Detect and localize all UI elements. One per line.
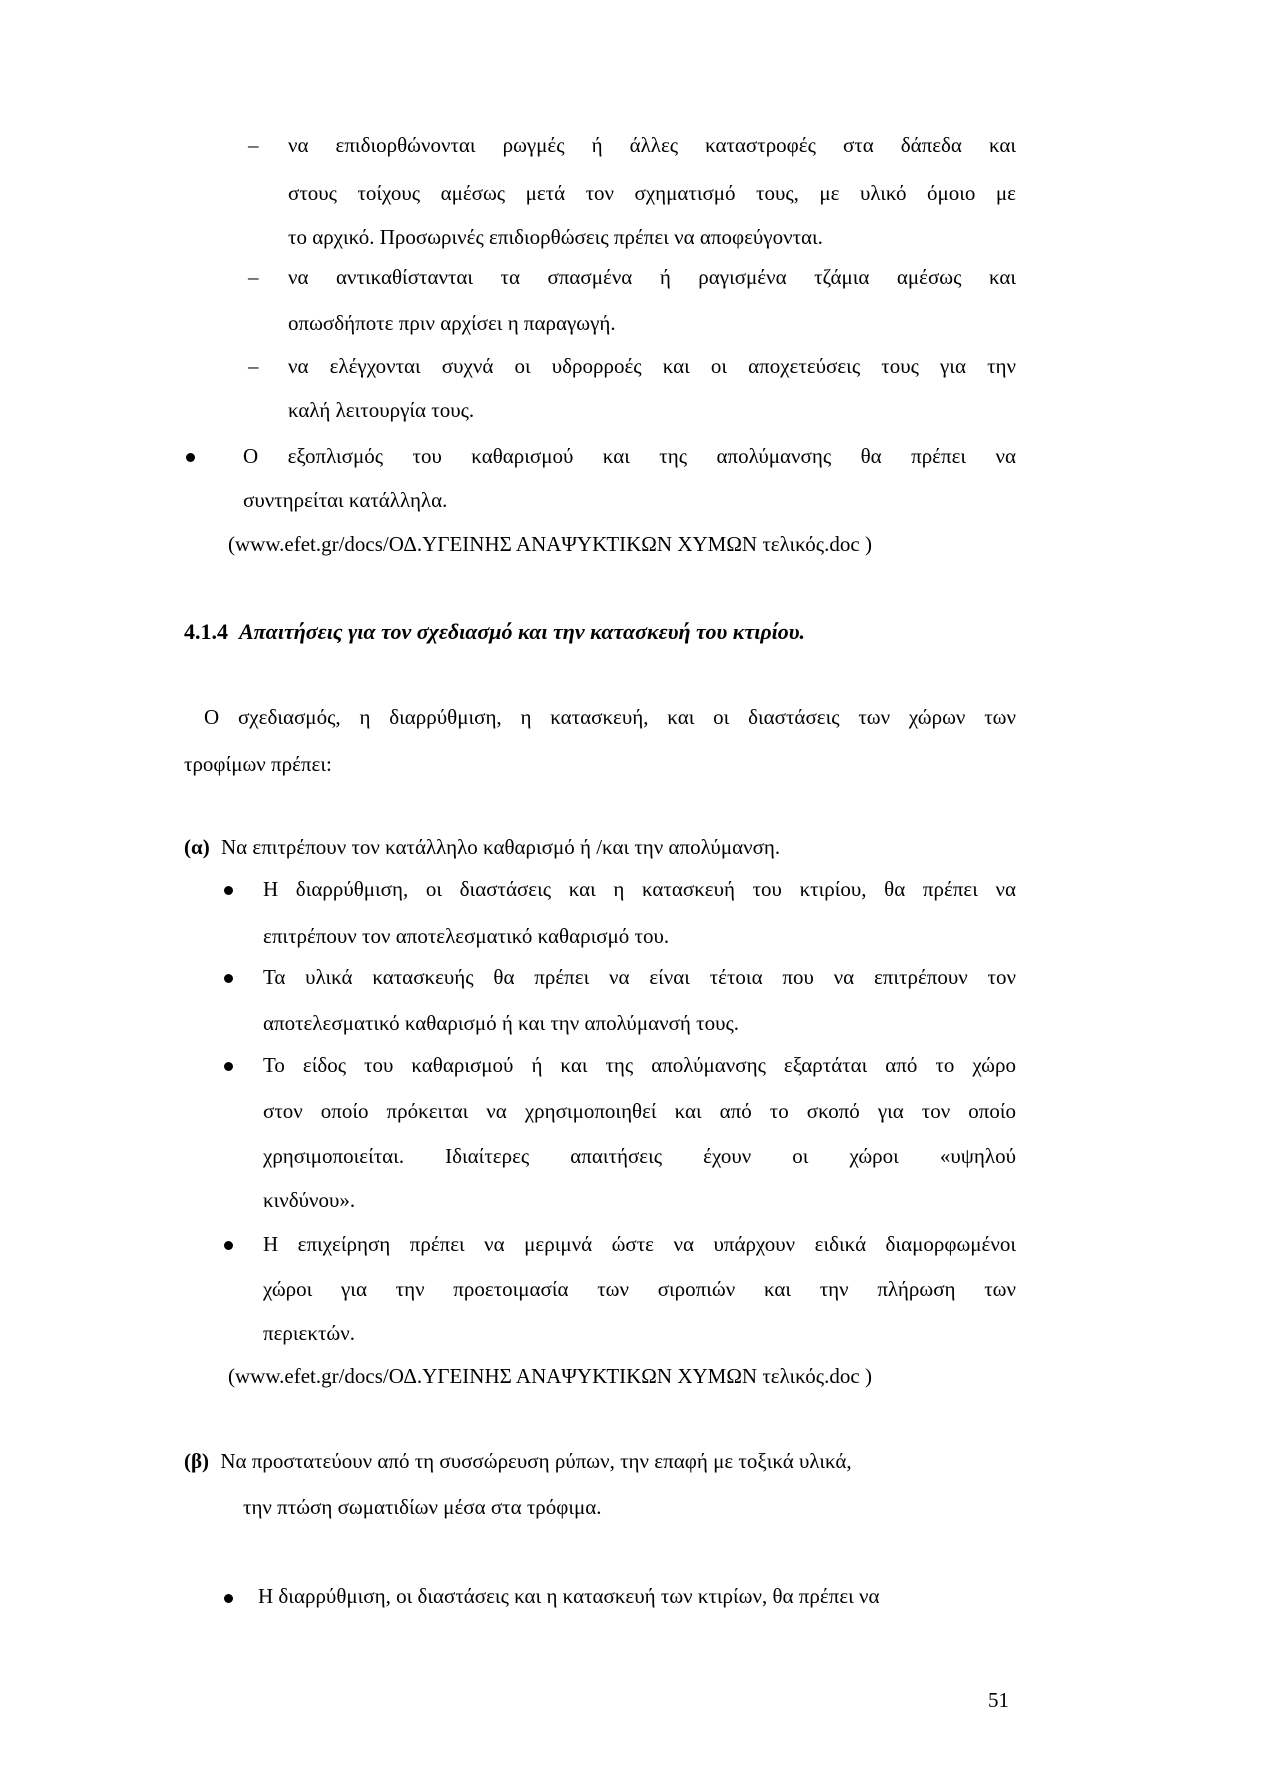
- section-heading: [184, 621, 805, 643]
- source-reference: (www.efet.gr/docs/ΟΔ.ΥΓΕΙΝΗΣ ΑΝΑΨΥΚΤΙΚΩΝ ΧΥΜΩΝ τελικός.doc ): [228, 532, 872, 556]
- bullet-a3-line-4: κινδύνου».: [263, 1188, 356, 1212]
- item-b-line-2: την πτώση σωματιδίων μέσα στα τρόφιμα.: [243, 1495, 602, 1519]
- bullet-a1-line-1: Η διαρρύθμιση, οι διαστάσεις και η κατασκευή του κτιρίου, θα πρέπει να: [263, 877, 1016, 901]
- item-b-text: Να προστατεύουν από τη συσσώρευση ρύπων, την επαφή με τοξικά υλικά,: [220, 1449, 852, 1473]
- bullet-dot: [224, 886, 233, 895]
- bullet-dot: [224, 974, 233, 983]
- bullet-a3-line-1: Το είδος του καθαρισμού ή και της απολύμανσης εξαρτάται από το χώρο: [263, 1053, 1016, 1077]
- item-a-text: Να επιτρέπουν τον κατάλληλο καθαρισμό ή /και την απολύμανση.: [220, 835, 781, 859]
- intro-line-1: Ο σχεδιασμός, η διαρρύθμιση, η κατασκευή, και οι διαστάσεις των χώρων των: [204, 705, 1016, 729]
- bullet-a3-line-2: στον οποίο πρόκειται να χρησιμοποιηθεί και από το σκοπό για τον οποίο: [263, 1099, 1016, 1123]
- dash-item-2-line-2: οπωσδήποτε πριν αρχίσει η παραγωγή.: [288, 311, 616, 335]
- section-title: Απαιτήσεις για τον σχεδιασμό και την κατασκευή του κτιρίου.: [239, 619, 806, 644]
- item-a-label: (α): [184, 835, 210, 859]
- dash-item-2-line-1: να αντικαθίστανται τα σπασμένα ή ραγισμένα τζάμια αμέσως και: [288, 265, 1016, 289]
- intro-line-2: τροφίμων πρέπει:: [184, 752, 332, 776]
- dash-item-1-line-3: το αρχικό. Προσωρινές επιδιορθώσεις πρέπει να αποφεύγονται.: [288, 225, 823, 249]
- page-number: 51: [988, 1688, 1009, 1712]
- dash-item-1-line-2: στους τοίχους αμέσως μετά τον σχηματισμό τους, με υλικό όμοιο με: [288, 181, 1016, 205]
- dash-marker: –: [248, 133, 259, 157]
- dash-item-1-line-1: να επιδιορθώνονται ρωγμές ή άλλες καταστροφές στα δάπεδα και: [288, 133, 1016, 157]
- dash-marker: –: [248, 265, 259, 289]
- bullet-dot: [224, 1062, 233, 1071]
- bullet-dot: [186, 453, 195, 462]
- section-number: 4.1.4: [184, 619, 228, 644]
- dash-item-3-line-2: καλή λειτουργία τους.: [288, 398, 475, 422]
- bullet-dot: [224, 1594, 233, 1603]
- item-a: [184, 837, 780, 858]
- bullet-a4-line-2: χώροι για την προετοιμασία των σιροπιών και την πλήρωση των: [263, 1277, 1016, 1301]
- dash-item-3-line-1: να ελέγχονται συχνά οι υδρορροές και οι αποχετεύσεις τους για την: [288, 354, 1016, 378]
- bullet-a3-line-3: χρησιμοποιείται. Ιδιαίτερες απαιτήσεις έχουν οι χώροι «υψηλού: [263, 1144, 1016, 1168]
- bullet-a2-line-1: Τα υλικά κατασκευής θα πρέπει να είναι τέτοια που να επιτρέπουν τον: [263, 965, 1016, 989]
- bullet-bottom-line-1: Η διαρρύθμιση, οι διαστάσεις και η κατασκευή των κτιρίων, θα πρέπει να: [258, 1584, 880, 1608]
- bullet-dot: [224, 1241, 233, 1250]
- bullet-a4-line-3: περιεκτών.: [263, 1321, 355, 1345]
- item-b-label: (β): [184, 1449, 210, 1473]
- dash-marker: –: [248, 354, 259, 378]
- item-b: [184, 1451, 852, 1472]
- equipment-bullet-line-2: συντηρείται κατάλληλα.: [243, 488, 448, 512]
- bullet-a2-line-2: αποτελεσματικό καθαρισμό ή και την απολύμανσή τους.: [263, 1011, 740, 1035]
- bullet-a1-line-2: επιτρέπουν τον αποτελεσματικό καθαρισμό του.: [263, 924, 670, 948]
- bullet-a4-line-1: Η επιχείρηση πρέπει να μεριμνά ώστε να υπάρχουν ειδικά διαμορφωμένοι: [263, 1232, 1016, 1256]
- equipment-bullet-line-1: Ο εξοπλισμός του καθαρισμού και της απολύμανσης θα πρέπει να: [243, 444, 1016, 468]
- source-reference: (www.efet.gr/docs/ΟΔ.ΥΓΕΙΝΗΣ ΑΝΑΨΥΚΤΙΚΩΝ ΧΥΜΩΝ τελικός.doc ): [228, 1364, 872, 1388]
